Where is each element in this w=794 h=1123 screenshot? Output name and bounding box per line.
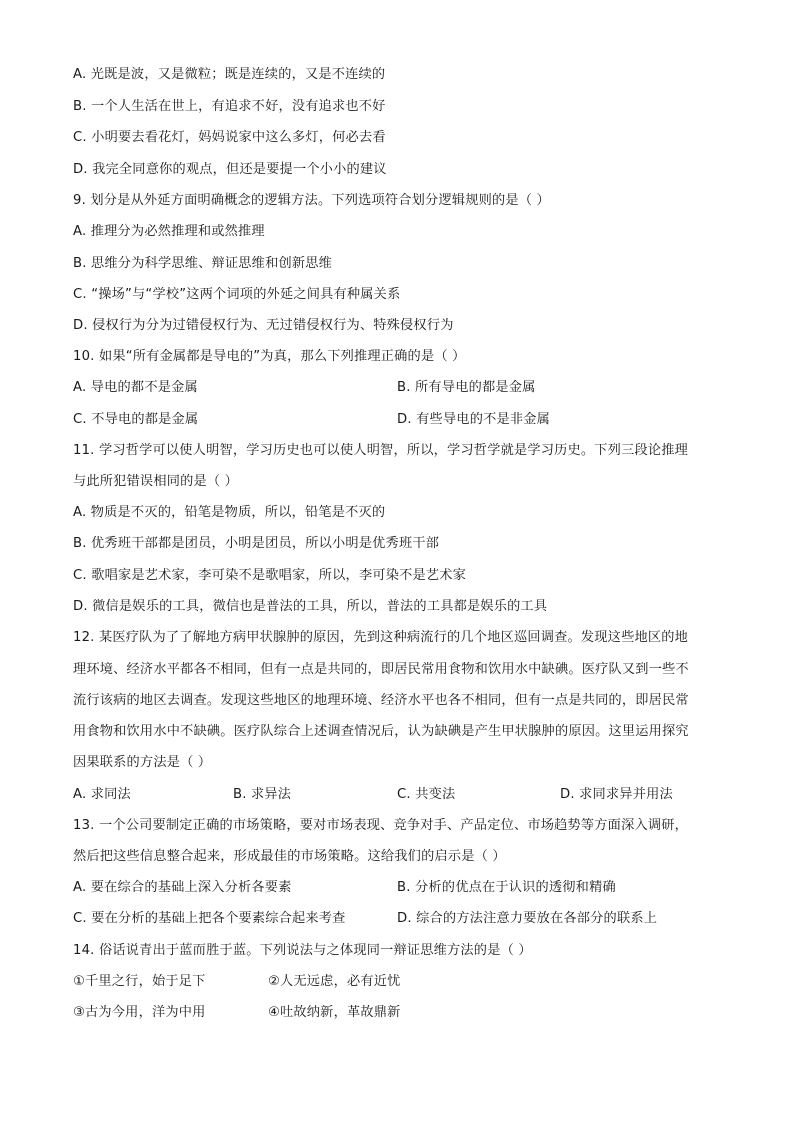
q10-option-d: D. 有些导电的不是非金属 bbox=[397, 412, 551, 427]
q11-option-d: D. 微信是娱乐的工具，微信也是普法的工具，所以，普法的工具都是娱乐的工具 bbox=[73, 599, 548, 614]
q14-statement-4: ④吐故纳新，革故鼎新 bbox=[268, 1005, 401, 1020]
q8-option-a: A. 光既是波，又是微粒；既是连续的，又是不连续的 bbox=[73, 67, 386, 82]
q11-option-c: C. 歌唱家是艺术家，李可染不是歌唱家，所以，李可染不是艺术家 bbox=[73, 568, 467, 583]
q10-stem: 10. 如果“所有金属都是导电的”为真，那么下列推理正确的是（ ） bbox=[73, 349, 466, 364]
q9-option-a: A. 推理分为必然推理和或然推理 bbox=[73, 224, 265, 239]
q13-stem-line1: 13. 一个公司要制定正确的市场策略，要对市场表现、竞争对手、产品定位、市场趋势等方面深入调研， bbox=[73, 818, 689, 833]
q10-option-a: A. 导电的都不是金属 bbox=[73, 380, 198, 395]
q13-stem-line2: 然后把这些信息整合起来，形成最佳的市场策略。这给我们的启示是（ ） bbox=[73, 849, 506, 864]
q9-option-d: D. 侵权行为分为过错侵权行为、无过错侵权行为、特殊侵权行为 bbox=[73, 318, 454, 333]
q12-option-a: A. 求同法 bbox=[73, 787, 131, 802]
q8-option-d: D. 我完全同意你的观点，但还是要提一个小小的建议 bbox=[73, 162, 387, 177]
q12-option-d: D. 求同求异并用法 bbox=[560, 787, 673, 802]
q14-statement-1: ①千里之行，始于足下 bbox=[73, 974, 206, 989]
q12-option-c: C. 共变法 bbox=[397, 787, 456, 802]
q11-option-b: B. 优秀班干部都是团员，小明是团员，所以小明是优秀班干部 bbox=[73, 536, 440, 551]
q12-stem-line2: 理环境、经济水平都各不相同，但有一点是共同的，即居民常用食物和饮用水中缺碘。医疗队又到一些不 bbox=[73, 662, 689, 677]
q14-statement-2: ②人无远虑，必有近忧 bbox=[268, 974, 401, 989]
q13-option-b: B. 分析的优点在于认识的透彻和精确 bbox=[397, 880, 616, 895]
q8-option-b: B. 一个人生活在世上，有追求不好，没有追求也不好 bbox=[73, 99, 386, 114]
q9-stem: 9. 划分是从外延方面明确概念的逻辑方法。下列选项符合划分逻辑规则的是（ ） bbox=[73, 193, 550, 208]
q10-option-c: C. 不导电的都是金属 bbox=[73, 412, 199, 427]
q12-stem-line1: 12. 某医疗队为了了解地方病甲状腺肿的原因，先到这种病流行的几个地区巡回调查。发现这些地区的地 bbox=[73, 630, 689, 645]
q12-stem-line3: 流行该病的地区去调查。发现这些地区的地理环境、经济水平也各不相同，但有一点是共同的，即居民常 bbox=[73, 693, 689, 708]
q8-option-c: C. 小明要去看花灯，妈妈说家中这么多灯，何必去看 bbox=[73, 130, 386, 145]
q12-option-b: B. 求异法 bbox=[233, 787, 292, 802]
q13-option-a: A. 要在综合的基础上深入分析各要素 bbox=[73, 880, 292, 895]
q14-statement-3: ③古为今用，洋为中用 bbox=[73, 1005, 206, 1020]
q14-stem: 14. 俗话说青出于蓝而胜于蓝。下列说法与之体现同一辩证思维方法的是（ ） bbox=[73, 943, 532, 958]
q12-stem-line4: 用食物和饮用水中不缺碘。医疗队综合上述调查情况后，认为缺碘是产生甲状腺肿的原因。这里运用探究 bbox=[73, 724, 689, 739]
q13-option-c: C. 要在分析的基础上把各个要素综合起来考查 bbox=[73, 911, 346, 926]
q11-stem-line2: 与此所犯错误相同的是（ ） bbox=[73, 474, 239, 489]
q9-option-c: C. “操场”与“学校”这两个词项的外延之间具有种属关系 bbox=[73, 287, 401, 302]
q12-stem-line5: 因果联系的方法是（ ） bbox=[73, 755, 212, 770]
q11-stem-line1: 11. 学习哲学可以使人明智，学习历史也可以使人明智，所以，学习哲学就是学习历史。下列三段论推理 bbox=[73, 443, 689, 458]
q10-option-b: B. 所有导电的都是金属 bbox=[397, 380, 536, 395]
q11-option-a: A. 物质是不灭的，铅笔是物质，所以，铅笔是不灭的 bbox=[73, 505, 386, 520]
q9-option-b: B. 思维分为科学思维、辩证思维和创新思维 bbox=[73, 256, 333, 271]
q13-option-d: D. 综合的方法注意力要放在各部分的联系上 bbox=[397, 911, 658, 926]
